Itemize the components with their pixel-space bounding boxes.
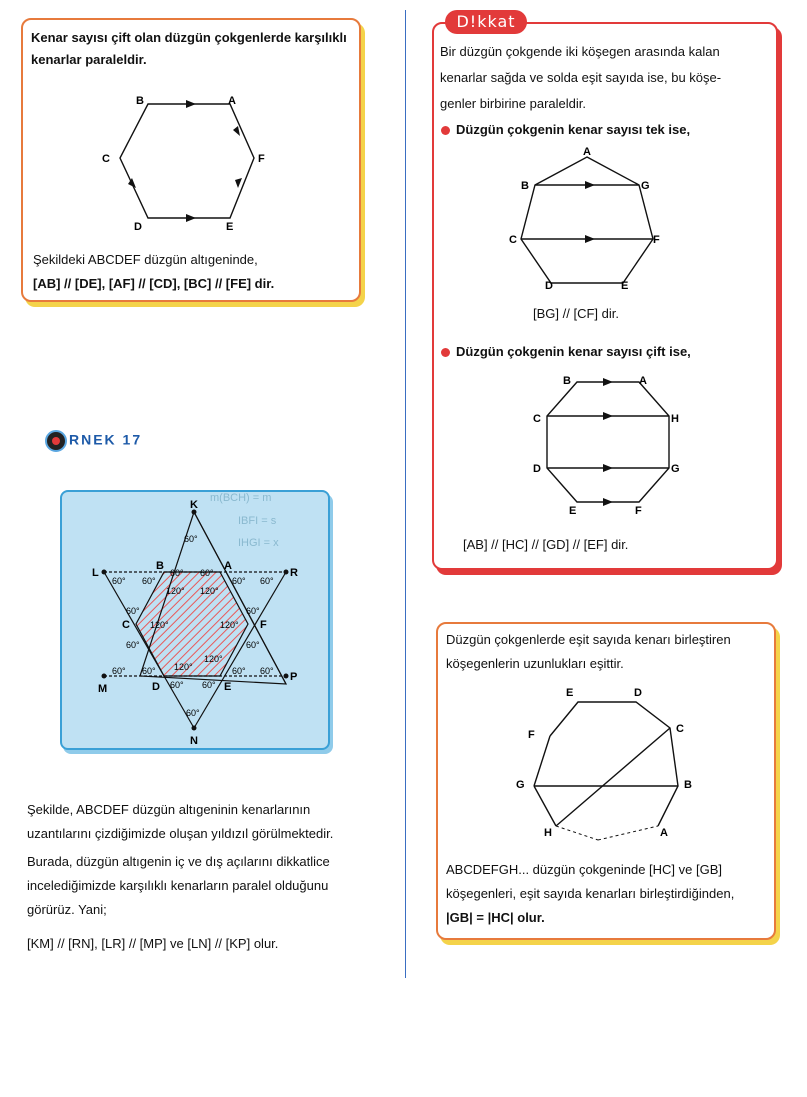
oct-label-f: F xyxy=(635,505,642,517)
oct-label-a: A xyxy=(639,375,647,387)
poly-label-e: E xyxy=(566,687,574,699)
right-note-line2: köşegenlerin uzunlukları eşittir. xyxy=(446,656,624,671)
left-note-line2: kenarlar paraleldir. xyxy=(31,52,147,67)
hep-label-c: C xyxy=(509,234,517,246)
dikkat-odd-title: Düzgün çokgenin kenar sayısı tek ise, xyxy=(441,118,690,142)
ornek-title: RNEK 17 xyxy=(45,430,142,452)
star-label-n: N xyxy=(190,735,198,747)
angle-r: 60° xyxy=(260,576,274,586)
ornek-para1-line1: Şekilde, ABCDEF düzgün altıgeninin kenarlarının xyxy=(27,802,311,817)
poly-label-h: H xyxy=(544,827,552,839)
angle-d-int: 120° xyxy=(174,662,193,672)
oct-label-h: H xyxy=(671,413,679,425)
star-label-b: B xyxy=(156,560,164,572)
hep-label-a: A xyxy=(583,146,591,158)
angle-a-int: 120° xyxy=(200,586,219,596)
dikkat-even-conclusion: [AB] // [HC] // [GD] // [EF] dir. xyxy=(463,537,629,552)
star-label-m: M xyxy=(98,683,108,695)
bullet-icon xyxy=(441,126,450,135)
left-note-line1: Kenar sayısı çift olan düzgün çokgenlerde karşılıklı xyxy=(31,30,347,45)
ornek-bg-text3: IHGI = x xyxy=(238,537,279,549)
hep-label-b: B xyxy=(521,180,529,192)
oct-label-c: C xyxy=(533,413,541,425)
left-note-line3: Şekildeki ABCDEF düzgün altıgeninde, xyxy=(33,252,258,267)
oct-label-b: B xyxy=(563,375,571,387)
star-label-l: L xyxy=(92,567,99,579)
angle-f2: 60° xyxy=(246,640,260,650)
ornek-para2-line1: Burada, düzgün altıgenin iç ve dış açılarını dikkatlice xyxy=(27,854,330,869)
poly-label-b: B xyxy=(684,779,692,791)
left-note-line4: [AB] // [DE], [AF] // [CD], [BC] // [FE] dir. xyxy=(33,276,275,291)
ornek-bg-text1: m(BCH) = m xyxy=(210,492,272,504)
bullet-icon xyxy=(441,348,450,357)
hex-label-a: A xyxy=(228,95,236,107)
dikkat-odd-conclusion: [BG] // [CF] dir. xyxy=(533,306,619,321)
hex-label-f: F xyxy=(258,153,265,165)
star-label-r: R xyxy=(290,567,298,579)
ornek-para3: [KM] // [RN], [LR] // [MP] ve [LN] // [KP] olur. xyxy=(27,936,279,951)
octagon-figure xyxy=(525,372,695,522)
right-note-line3: ABCDEFGH... düzgün çokgeninde [HC] ve [GB] xyxy=(446,862,723,877)
angle-b-int: 120° xyxy=(166,586,185,596)
poly-label-d: D xyxy=(634,687,642,699)
dikkat-even-title: Düzgün çokgenin kenar sayısı çift ise, xyxy=(441,340,691,364)
angle-c2: 60° xyxy=(126,640,140,650)
poly-label-a: A xyxy=(660,827,668,839)
dikkat-line2: kenarlar sağda ve solda eşit sayıda ise, bu köşe- xyxy=(440,70,722,85)
angle-d2: 60° xyxy=(170,680,184,690)
hep-label-g: G xyxy=(641,180,650,192)
ornek-bg-text2: IBFI = s xyxy=(238,515,277,527)
star-label-e: E xyxy=(224,681,232,693)
angle-m: 60° xyxy=(112,666,126,676)
star-label-f: F xyxy=(260,619,267,631)
star-figure xyxy=(60,490,330,750)
right-note-line5: |GB| = |HC| olur. xyxy=(446,910,545,925)
dikkat-line1: Bir düzgün çokgende iki köşegen arasında kalan xyxy=(440,44,720,59)
angle-b2: 60° xyxy=(170,568,184,578)
angle-a1: 60° xyxy=(200,568,214,578)
ornek-para2-line3: görürüz. Yani; xyxy=(27,902,107,917)
oct-label-d: D xyxy=(533,463,541,475)
angle-e1: 60° xyxy=(232,666,246,676)
hep-label-f: F xyxy=(653,234,660,246)
dikkat-line3: genler birbirine paraleldir. xyxy=(440,96,586,111)
star-label-p: P xyxy=(290,671,298,683)
angle-b1: 60° xyxy=(142,576,156,586)
angle-k: 60° xyxy=(184,534,198,544)
angle-p: 60° xyxy=(260,666,274,676)
hex-label-c: C xyxy=(102,153,110,165)
oct-label-e: E xyxy=(569,505,577,517)
hex-label-e: E xyxy=(226,221,234,233)
column-divider xyxy=(405,10,406,978)
angle-l: 60° xyxy=(112,576,126,586)
angle-d1: 60° xyxy=(142,666,156,676)
heptagon-figure xyxy=(505,143,675,293)
poly-label-g: G xyxy=(516,779,525,791)
star-label-c: C xyxy=(122,619,130,631)
angle-a2: 60° xyxy=(232,576,246,586)
polygon-figure xyxy=(508,680,698,850)
angle-c1: 60° xyxy=(126,606,140,616)
poly-label-f: F xyxy=(528,729,535,741)
angle-f1: 60° xyxy=(246,606,260,616)
right-note-line1: Düzgün çokgenlerde eşit sayıda kenarı birleştiren xyxy=(446,632,731,647)
angle-e-int: 120° xyxy=(204,654,223,664)
right-note-line4: köşegenleri, eşit sayıda kenarları birleştirdiğinden, xyxy=(446,886,735,901)
angle-f-int: 120° xyxy=(220,620,239,630)
star-label-k: K xyxy=(190,499,198,511)
star-label-d: D xyxy=(152,681,160,693)
hep-label-d: D xyxy=(545,280,553,292)
ornek-o-icon xyxy=(45,430,67,452)
angle-n: 60° xyxy=(186,708,200,718)
poly-label-c: C xyxy=(676,723,684,735)
hep-label-e: E xyxy=(621,280,629,292)
ornek-para2-line2: incelediğimizde karşılıklı kenarların paralel olduğunu xyxy=(27,878,329,893)
star-label-a: A xyxy=(224,560,232,572)
dikkat-badge: D!kkat xyxy=(445,10,527,34)
hex-label-b: B xyxy=(136,95,144,107)
hexagon-figure xyxy=(90,90,280,240)
angle-c-int: 120° xyxy=(150,620,169,630)
ornek-para1-line2: uzantılarını çizdiğimizde oluşan yıldızıl görülmektedir. xyxy=(27,826,334,841)
oct-label-g: G xyxy=(671,463,680,475)
angle-e2: 60° xyxy=(202,680,216,690)
hex-label-d: D xyxy=(134,221,142,233)
